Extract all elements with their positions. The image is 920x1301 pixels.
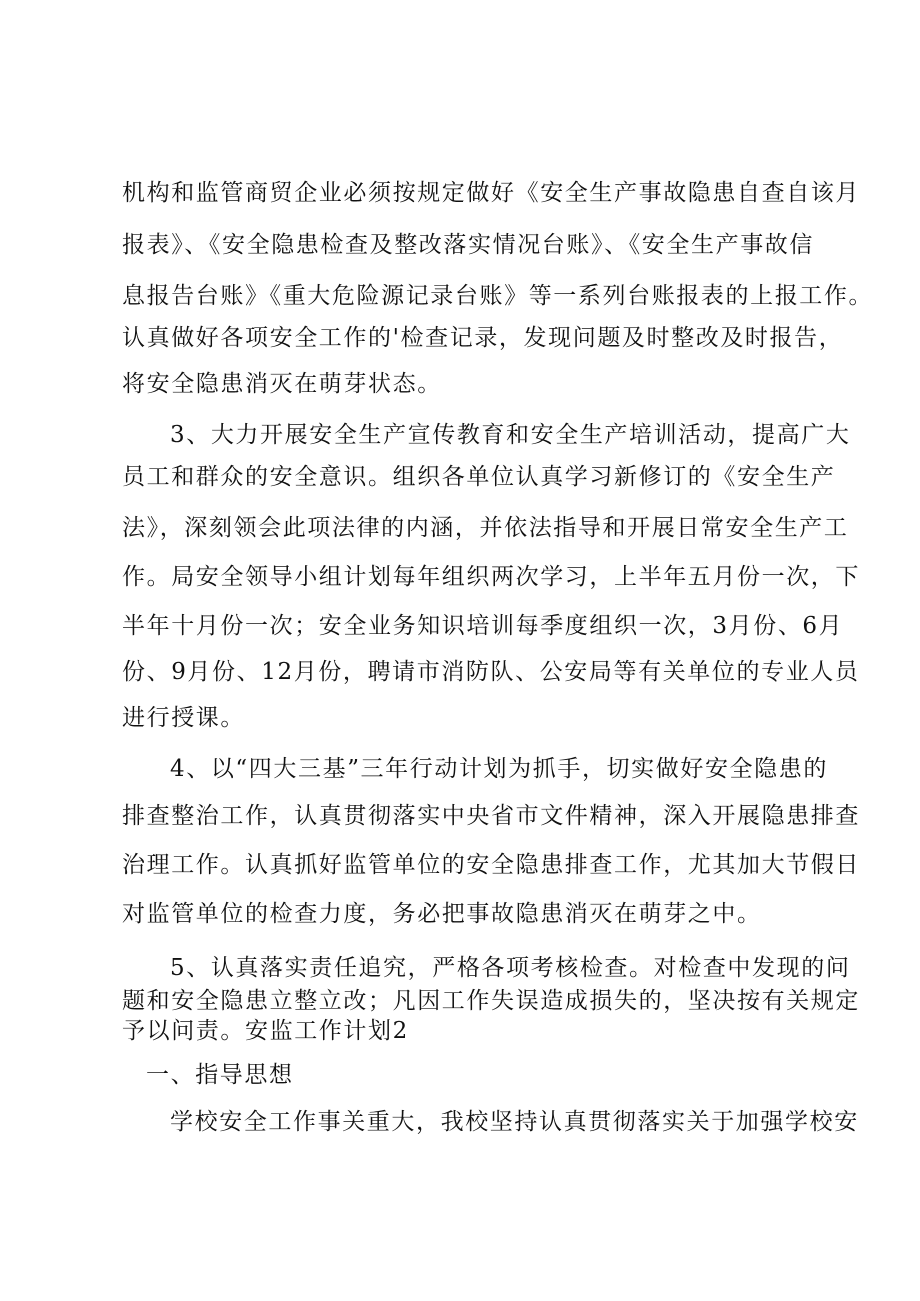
paragraph-3-start: 3、大力开展安全生产宣传教育和安全生产培训活动，提高广大 [170,422,851,448]
section-heading: 一、指导思想 [146,1062,294,1088]
text-line: 员工和群众的安全意识。组织各单位认真学习新修订的《安全生产 [122,464,836,490]
text-line: 法》，深刻领会此项法律的内涵，并依法指导和开展日常安全生产工 [122,515,849,541]
text-line: 将安全隐患消灭在萌芽状态。 [122,371,442,397]
text-line: 息报告台账》《重大危险源记录台账》等一系列台账报表的上报工作。 [122,283,874,309]
text-line: 份、9月份、12月份，聘请市消防队、公安局等有关单位的专业人员 [122,659,860,685]
text-line: 作。局安全领导小组计划每年组织两次学习，上半年五月份一次，下 [122,564,860,590]
text-line: 机构和监管商贸企业必须按规定做好《安全生产事故隐患自查自该月 [122,180,860,206]
text-line: 对监管单位的检查力度，务必把事故隐患消灭在萌芽之中。 [122,901,762,927]
text-line: 半年十月份一次；安全业务知识培训每季度组织一次，3月份、6月 [122,613,844,639]
text-line: 认真做好各项安全工作的'检查记录，发现问题及时整改及时报告， [122,325,844,351]
text-line: 题和安全隐患立整立改；凡因工作失误造成损失的，坚决按有关规定 [122,988,860,1014]
text-line: 予以问责。安监工作计划2 [122,1018,409,1044]
text-line: 治理工作。认真抓好监管单位的安全隐患排查工作，尤其加大节假日 [122,852,860,878]
text-line: 排查整治工作，认真贯彻落实中央省市文件精神，深入开展隐患排查 [122,803,860,829]
text-line: 进行授课。 [122,705,245,731]
paragraph-start: 学校安全工作事关重大，我校坚持认真贯彻落实关于加强学校安 [170,1109,859,1135]
text-line: 报表》、《安全隐患检查及整改落实情况台账》、《安全生产事故信 [122,232,814,258]
paragraph-4-start: 4、以“四大三基”三年行动计划为抓手，切实做好安全隐患的 [170,756,828,782]
paragraph-5-start: 5、认真落实责任追究，严格各项考核检查。对检查中发现的问 [170,955,851,981]
